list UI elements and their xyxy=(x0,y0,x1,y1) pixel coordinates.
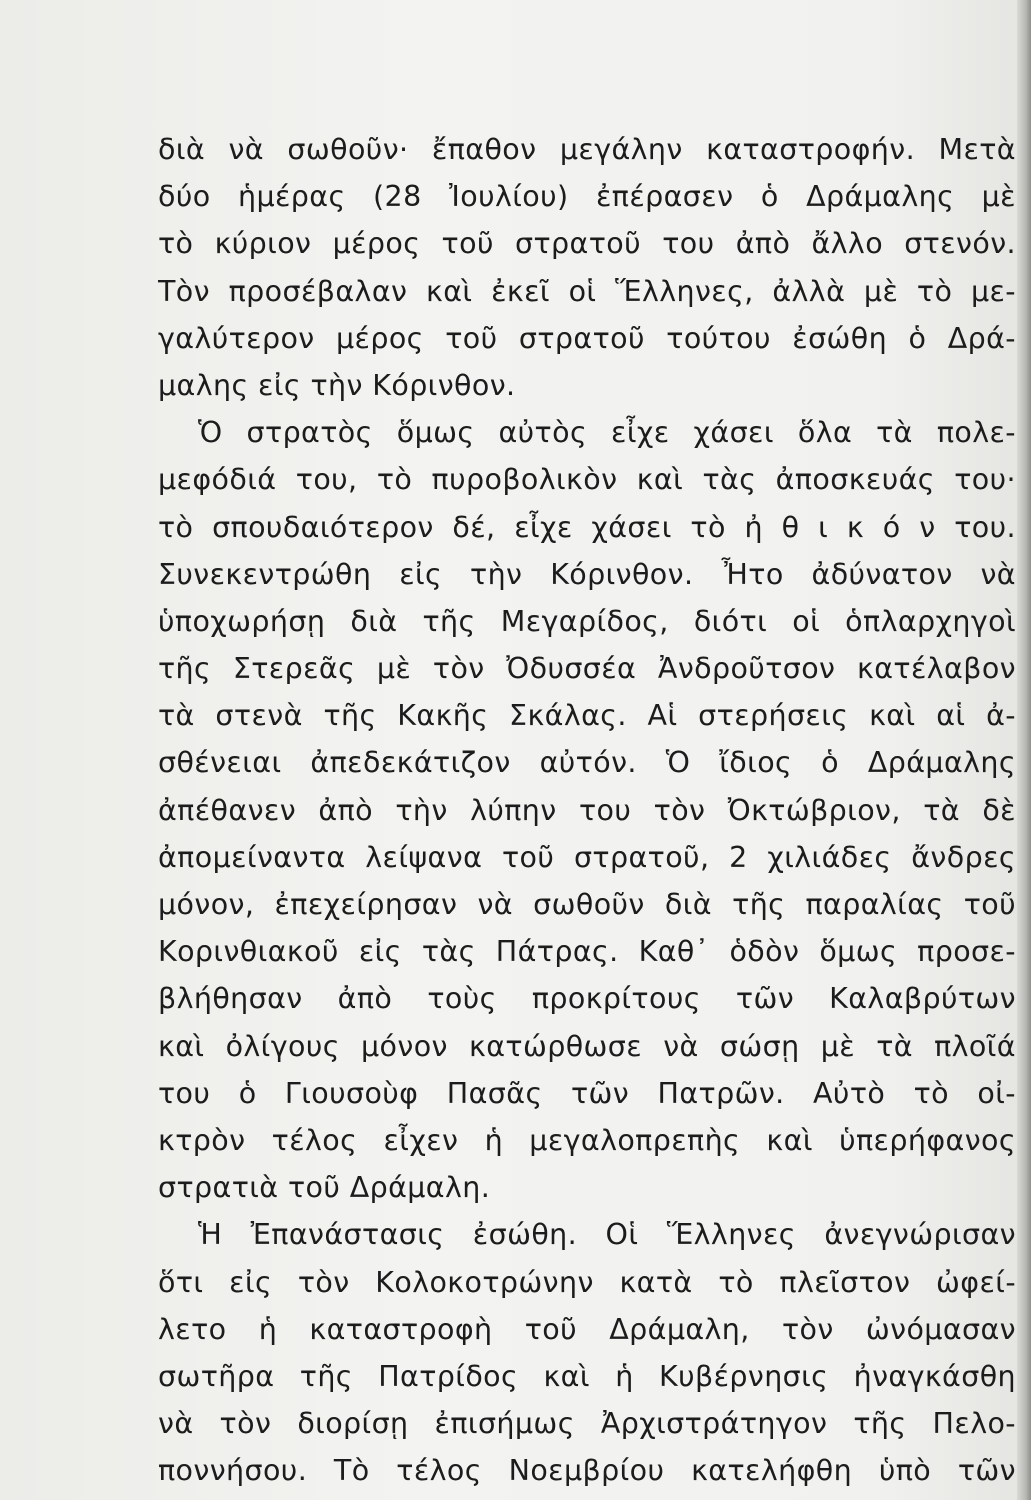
text-line: σθένειαι ἀπεδεκάτιζον αὐτόν. Ὁ ἴδιος ὁ Δράμαλης xyxy=(158,746,1016,780)
text-line: τῆς Στερεᾶς μὲ τὸν Ὀδυσσέα Ἀνδροῦτσον κατέλαβον xyxy=(158,652,1016,686)
text-line: Συνεκεντρώθη εἰς τὴν Κόρινθον. Ἦτο ἀδύνατον νὰ xyxy=(158,557,1016,591)
body-text xyxy=(158,126,1016,1494)
paragraph-first-line: Ἡ Ἐπανάστασις ἐσώθη. Οἱ Ἕλληνες ἀνεγνώρισαν xyxy=(198,1218,1016,1252)
text-line: μόνον, ἐπεχείρησαν νὰ σωθοῦν διὰ τῆς παραλίας τοῦ xyxy=(158,888,1016,921)
text-line: καὶ ὀλίγους μόνον κατώρθωσε νὰ σώσῃ μὲ τὰ πλοῖά xyxy=(158,1029,1016,1063)
text-line: μεφόδιά του, τὸ πυροβολικὸν καὶ τὰς ἀποσκευάς του· xyxy=(158,463,1016,497)
text-line: του ὁ Γιουσοὺφ Πασᾶς τῶν Πατρῶν. Αὐτὸ τὸ οἰ- xyxy=(158,1076,1016,1110)
text-line: λετο ἡ καταστροφὴ τοῦ Δράμαλη, τὸν ὠνόμασαν xyxy=(158,1312,1016,1346)
text-line: γαλύτερον μέρος τοῦ στρατοῦ τούτου ἐσώθη ὁ Δρά- xyxy=(158,321,1016,355)
text-line: μαλης εἰς τὴν Κόρινθον. xyxy=(158,368,516,402)
text-line: Κορινθιακοῦ εἰς τὰς Πάτρας. Καθ᾽ ὁδὸν ὅμως προσε- xyxy=(158,935,1016,969)
paragraph-first-line: Ὁ στρατὸς ὅμως αὐτὸς εἶχε χάσει ὅλα τὰ πολε- xyxy=(198,416,1016,450)
text-line: βλήθησαν ἀπὸ τοὺς προκρίτους τῶν Καλαβρύτων xyxy=(158,982,1016,1016)
text-line: σωτῆρα τῆς Πατρίδος καὶ ἡ Κυβέρνησις ἠναγκάσθη xyxy=(158,1359,1016,1393)
text-line: Τὸν προσέβαλαν καὶ ἐκεῖ οἱ Ἕλληνες, ἀλλὰ μὲ τὸ με- xyxy=(158,274,1016,308)
text-line: στρατιὰ τοῦ Δράμαλη. xyxy=(158,1171,491,1205)
text-line: ἀπομείναντα λείψανα τοῦ στρατοῦ, 2 χιλιάδες ἄνδρες xyxy=(158,840,1016,874)
text-line: ὑποχωρήσῃ διὰ τῆς Μεγαρίδος, διότι οἱ ὁπλαρχηγοὶ xyxy=(158,604,1016,638)
text-line: ποννήσου. Τὸ τέλος Νοεμβρίου κατελήφθη ὑπὸ τῶν xyxy=(158,1454,1016,1488)
text-line: διὰ νὰ σωθοῦν· ἔπαθον μεγάλην καταστροφήν. Μετὰ xyxy=(158,133,1016,166)
text-line: δύο ἡμέρας (28 Ἰουλίου) ἐπέρασεν ὁ Δράμαλης μὲ xyxy=(158,180,1016,214)
text-line: νὰ τὸν διορίσῃ ἐπισήμως Ἀρχιστράτηγον τῆς Πελο- xyxy=(158,1407,1016,1441)
text-line: τὸ κύριον μέρος τοῦ στρατοῦ του ἀπὸ ἄλλο στενόν. xyxy=(158,227,1016,261)
text-line: τὸ σπουδαιότερον δέ, εἶχε χάσει τὸ ἠ θ ι κ ό ν του. xyxy=(158,510,1016,544)
text-line: τὰ στενὰ τῆς Κακῆς Σκάλας. Αἱ στερήσεις καὶ αἱ ἀ- xyxy=(158,699,1016,733)
text-line: ἀπέθανεν ἀπὸ τὴν λύπην του τὸν Ὀκτώβριον, τὰ δὲ xyxy=(158,793,1016,827)
page-edge-shadow xyxy=(1017,0,1031,1500)
text-line: κτρὸν τέλος εἶχεν ἡ μεγαλοπρεπὴς καὶ ὑπερήφανος xyxy=(158,1123,1016,1157)
text-line: ὅτι εἰς τὸν Κολοκοτρώνην κατὰ τὸ πλεῖστον ὠφεί- xyxy=(158,1265,1016,1299)
